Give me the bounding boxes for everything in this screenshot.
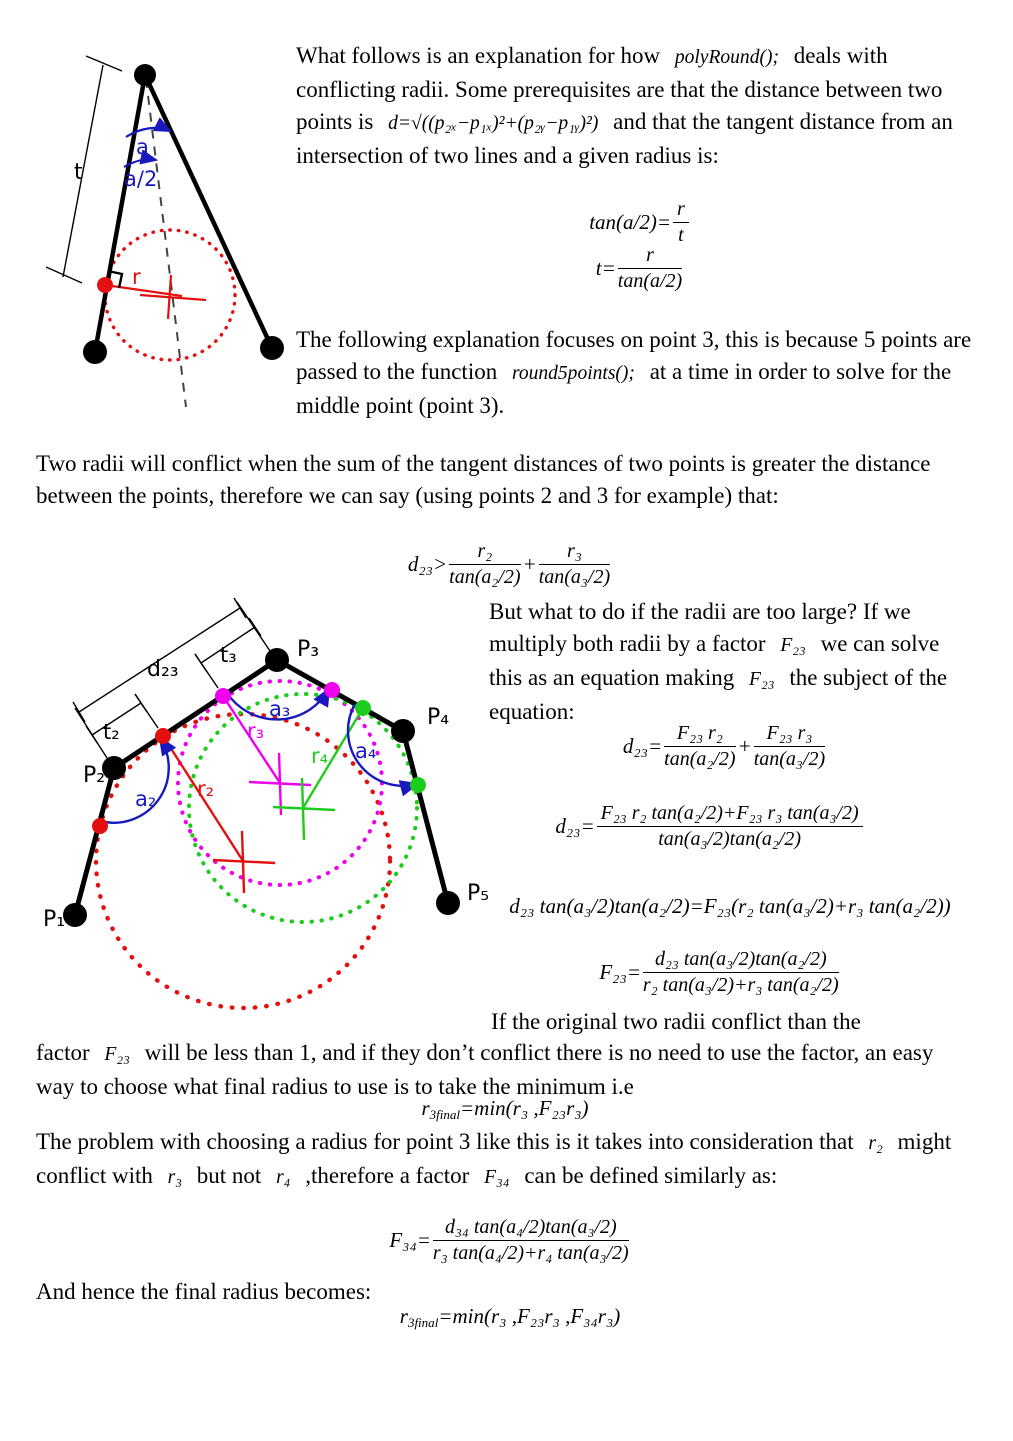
p3-label: P₃ bbox=[297, 637, 320, 662]
intro-paragraph: What follows is an explanation for how polyRound(); deals with conflicting radii. Some prerequisites are that the distance between two points is d=√((p₂ₓ−p₁ₓ)²+(p₂ᵧ−p₁ᵧ)²) and that the tangent distance from an intersection of two lines and a given radius is: bbox=[296, 43, 953, 168]
formula-F23: F₂₃= $\frac{\text{d₂₃ tan(a₃/2)tan(a₂/2)}}{\text{r₂ tan(a₃/2)+r₃ tan(a₂/2)}}$ bbox=[599, 948, 839, 996]
focus-paragraph: The following explanation focuses on point 3, this is because 5 points are passed to the function round5points(); at a time in order to solve for the middle point (point 3). bbox=[296, 327, 972, 418]
formula-d23-factored: d₂₃= $\frac{\text{F₂₃ r₂}}{\text{tan(a₂/2)}}$ + $\frac{\text{F₂₃ r₃}}{\text{tan(a₃/2)}}$ bbox=[622, 722, 826, 770]
a2-label: a₂ bbox=[135, 787, 157, 811]
tangent-dot-magenta-1 bbox=[215, 688, 231, 704]
d23-label: d₂₃ bbox=[147, 657, 179, 682]
final-radius-paragraph: And hence the final radius becomes: bbox=[36, 1279, 372, 1304]
p2-label: P₂ bbox=[83, 763, 106, 788]
formula-F34: F₃₄= $\frac{\text{d₃₄ tan(a₄/2)tan(a₃/2)}}{\text{r₃ tan(a₄/2)+r₄ tan(a₃/2)}}$ bbox=[389, 1216, 629, 1264]
formula-r3final-min2: $r_{3final}=\min(r_3$ ,F₂₃r₃ ,F₃₄r₃) bbox=[399, 1303, 621, 1330]
p3-dot bbox=[265, 648, 289, 672]
formula-d23-inequality: d₂₃> $\frac{\text{r₂}}{\text{tan(a₂/2)}}$ + $\frac{\text{r₃}}{\text{tan(a₃/2)}}$ bbox=[407, 540, 611, 588]
r-label: r bbox=[132, 265, 141, 289]
conflict-paragraph: Two radii will conflict when the sum of the tangent distances of two points is greater the distance between the points, therefore we can say (using points 2 and 3 for example) that: bbox=[36, 451, 931, 508]
radius-r2 bbox=[163, 736, 275, 893]
tangent-point-dot bbox=[97, 277, 113, 293]
polygon-path bbox=[75, 660, 448, 915]
formula-t-eq: t= $\frac{r}{\tan(a/2)}$ bbox=[595, 244, 683, 292]
tangent-dot-green-1 bbox=[355, 700, 371, 716]
conflict-note-line: If the original two radii conflict than the bbox=[491, 1009, 861, 1034]
formula-tan-half: tan(a/2)= $\frac{r}{t}$ bbox=[520, 198, 760, 247]
tangent-diagram bbox=[40, 55, 300, 423]
a-half-label: a/2 bbox=[124, 167, 158, 191]
bottom-right-vertex-dot bbox=[260, 336, 284, 360]
apex-vertex-dot bbox=[134, 64, 156, 86]
tangent-dot-green-2 bbox=[410, 777, 426, 793]
formula-d23-linear: d₂₃ tan(a₃/2)tan(a₂/2)=F₂₃(r₂ tan(a₃/2)+r₃ tan(a₂/2)) bbox=[509, 893, 951, 918]
t-dimension bbox=[46, 56, 122, 283]
p5-dot bbox=[436, 891, 460, 915]
left-edge bbox=[95, 75, 145, 352]
a4-label: a₄ bbox=[355, 739, 377, 763]
p5-label: P₅ bbox=[467, 881, 490, 906]
p4-label: P₄ bbox=[427, 705, 450, 730]
tangent-dot-red-1 bbox=[92, 818, 108, 834]
p1-label: P₁ bbox=[43, 907, 66, 932]
bottom-left-vertex-dot bbox=[83, 340, 107, 364]
formula-d23-combined: d₂₃= $\frac{\text{F₂₃ r₂ tan(a₂/2)+F₂₃ r₃ tan(a₃/2)}}{\text{tan(a₃/2)tan(a₂/2)}}$ bbox=[495, 802, 925, 851]
t-label: t bbox=[74, 160, 83, 185]
radius-r3 bbox=[223, 696, 311, 815]
r3-label: r₃ bbox=[247, 719, 265, 743]
problem-paragraph: The problem with choosing a radius for point 3 like this is it takes into consideration that r₂ might conflict with r₃ but not r₄ ,therefore a factor F₃₄ can be defined similarly as: bbox=[36, 1129, 952, 1188]
right-edge bbox=[145, 75, 272, 348]
t3-label: t₃ bbox=[220, 643, 237, 667]
p2-dot bbox=[102, 756, 126, 780]
p1-dot bbox=[63, 903, 87, 927]
r4-label: r₄ bbox=[311, 744, 329, 768]
a-label: a bbox=[136, 135, 149, 159]
factor-choice-paragraph: factor F₂₃ will be less than 1, and if they don’t conflict there is no need to use the factor, an easy way to choose what final radius to use is to take the minimum i.e bbox=[36, 1040, 934, 1099]
formula-r3final-min: $r_{3final}=\min(r_3$ ,F₂₃r₃) bbox=[421, 1095, 589, 1122]
r2-label: r₂ bbox=[197, 777, 215, 801]
polygon-diagram bbox=[35, 596, 495, 1028]
tangent-dot-red-2 bbox=[155, 728, 171, 744]
radius-r4 bbox=[273, 708, 363, 840]
t2-label: t₂ bbox=[103, 720, 120, 744]
factor-paragraph: But what to do if the radii are too large? If we multiply both radii by a factor F₂₃ we can solve this as an equation making F₂₃ the subject of the equation: bbox=[489, 599, 948, 724]
p4-dot bbox=[391, 719, 415, 743]
a3-label: a₃ bbox=[269, 697, 291, 721]
tangent-dot-magenta-2 bbox=[324, 682, 340, 698]
